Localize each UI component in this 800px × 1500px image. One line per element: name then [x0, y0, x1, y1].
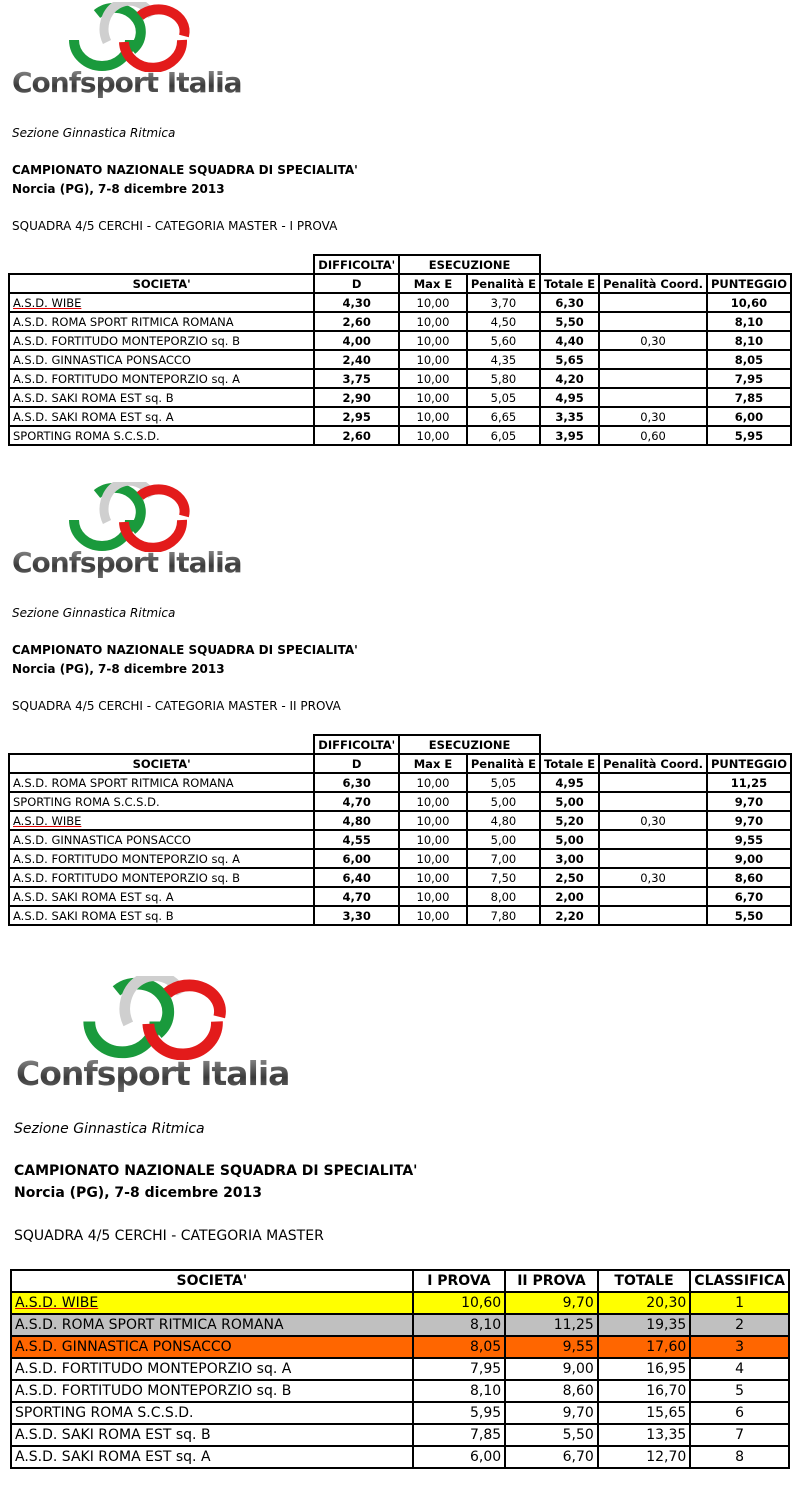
cell-societa: A.S.D. GINNASTICA PONSACCO	[9, 830, 314, 849]
col-header: SOCIETA'	[9, 274, 314, 293]
cell-totale-e: 5,00	[540, 792, 599, 811]
col-header: II PROVA	[505, 1270, 598, 1292]
cell-ii-prova: 9,70	[505, 1292, 598, 1314]
cell-d: 3,30	[314, 906, 399, 925]
cell-penalita-coord	[599, 773, 707, 792]
cell-punteggio: 9,55	[707, 830, 791, 849]
col-header: SOCIETA'	[9, 754, 314, 773]
table-row	[9, 331, 791, 350]
table-row	[11, 1358, 789, 1380]
col-header: I PROVA	[413, 1270, 506, 1292]
cell-societa: A.S.D. FORTITUDO MONTEPORZIO sq. A	[9, 849, 314, 868]
table-row	[9, 407, 791, 426]
cell-max-e: 10,00	[399, 293, 467, 312]
cell-punteggio: 8,10	[707, 312, 791, 331]
col-header: Penalità Coord.	[599, 274, 707, 293]
cell-societa: SPORTING ROMA S.C.S.D.	[9, 426, 314, 445]
cell-classifica: 8	[690, 1446, 789, 1468]
col-header: D	[314, 274, 399, 293]
cell-punteggio: 8,05	[707, 350, 791, 369]
section-name: Sezione Ginnastica Ritmica	[14, 1121, 205, 1137]
cell-totale: 17,60	[598, 1336, 690, 1358]
cell-societa: SPORTING ROMA S.C.S.D.	[9, 792, 314, 811]
cell-penalita-coord	[599, 369, 707, 388]
cell-totale-e: 2,00	[540, 887, 599, 906]
section-ii-prova	[0, 480, 800, 950]
col-header: Penalità E	[467, 274, 540, 293]
cell-ii-prova: 9,70	[505, 1402, 598, 1424]
col-header: Max E	[399, 754, 467, 773]
section-i-prova	[0, 0, 800, 470]
cell-totale-e: 4,95	[540, 773, 599, 792]
cell-d: 4,55	[314, 830, 399, 849]
cell-i-prova: 7,95	[413, 1358, 506, 1380]
cell-totale-e: 2,50	[540, 868, 599, 887]
cell-punteggio: 6,00	[707, 407, 791, 426]
cell-totale: 20,30	[598, 1292, 690, 1314]
cell-societa: A.S.D. WIBE	[11, 1292, 413, 1314]
cell-penalita-e: 3,70	[467, 293, 540, 312]
cell-max-e: 10,00	[399, 407, 467, 426]
table-row	[9, 868, 791, 887]
cell-max-e: 10,00	[399, 350, 467, 369]
cell-penalita-e: 5,00	[467, 830, 540, 849]
table-row	[11, 1292, 789, 1314]
header-row	[9, 274, 791, 293]
cell-penalita-e: 4,35	[467, 350, 540, 369]
cell-penalita-e: 5,05	[467, 388, 540, 407]
cell-d: 2,60	[314, 312, 399, 331]
cell-punteggio: 9,70	[707, 792, 791, 811]
cell-penalita-coord	[599, 388, 707, 407]
rings-logo-icon	[12, 2, 232, 72]
cell-societa: A.S.D. WIBE	[9, 293, 314, 312]
col-header: Penalità E	[467, 754, 540, 773]
cell-i-prova: 8,10	[413, 1314, 506, 1336]
table-row	[9, 312, 791, 331]
table-row	[9, 849, 791, 868]
cell-societa: A.S.D. FORTITUDO MONTEPORZIO sq. B	[9, 868, 314, 887]
cell-societa: A.S.D. WIBE	[9, 811, 314, 830]
cell-totale-e: 5,00	[540, 830, 599, 849]
cell-societa: A.S.D. FORTITUDO MONTEPORZIO sq. A	[11, 1358, 413, 1380]
cell-societa: A.S.D. GINNASTICA PONSACCO	[9, 350, 314, 369]
table-row	[9, 426, 791, 445]
cell-punteggio: 9,70	[707, 811, 791, 830]
cell-penalita-coord	[599, 350, 707, 369]
cell-d: 4,80	[314, 811, 399, 830]
cell-societa: A.S.D. SAKI ROMA EST sq. B	[11, 1424, 413, 1446]
cell-penalita-coord	[599, 312, 707, 331]
cell-ii-prova: 9,00	[505, 1358, 598, 1380]
rows-body	[9, 293, 791, 445]
cell-max-e: 10,00	[399, 388, 467, 407]
table-row	[9, 887, 791, 906]
championship-title: CAMPIONATO NAZIONALE SQUADRA DI SPECIALITA'	[12, 163, 358, 177]
group-header-esecuzione: ESECUZIONE	[399, 735, 540, 754]
results-table-i-prova	[8, 254, 792, 446]
table-row	[9, 293, 791, 312]
cell-totale-e: 3,00	[540, 849, 599, 868]
cell-d: 2,60	[314, 426, 399, 445]
cell-societa: A.S.D. SAKI ROMA EST sq. B	[9, 906, 314, 925]
cell-societa: A.S.D. ROMA SPORT RITMICA ROMANA	[9, 312, 314, 331]
cell-d: 6,00	[314, 849, 399, 868]
cell-max-e: 10,00	[399, 331, 467, 350]
place-date: Norcia (PG), 7-8 dicembre 2013	[12, 182, 225, 196]
cell-punteggio: 6,70	[707, 887, 791, 906]
cell-penalita-e: 4,80	[467, 811, 540, 830]
confsport-logo	[12, 482, 242, 582]
cell-totale: 19,35	[598, 1314, 690, 1336]
cell-d: 4,00	[314, 331, 399, 350]
cell-d: 4,30	[314, 293, 399, 312]
col-header: D	[314, 754, 399, 773]
cell-i-prova: 6,00	[413, 1446, 506, 1468]
section-name: Sezione Ginnastica Ritmica	[12, 606, 176, 620]
cell-societa: A.S.D. SAKI ROMA EST sq. A	[9, 407, 314, 426]
category-subtitle: SQUADRA 4/5 CERCHI - CATEGORIA MASTER	[14, 1228, 324, 1244]
col-header: CLASSIFICA	[690, 1270, 789, 1292]
cell-d: 2,90	[314, 388, 399, 407]
cell-i-prova: 7,85	[413, 1424, 506, 1446]
cell-i-prova: 8,05	[413, 1336, 506, 1358]
cell-totale-e: 4,20	[540, 369, 599, 388]
cell-max-e: 10,00	[399, 887, 467, 906]
cell-punteggio: 7,85	[707, 388, 791, 407]
cell-classifica: 7	[690, 1424, 789, 1446]
final-standings-table	[10, 1269, 790, 1469]
table-row	[9, 369, 791, 388]
cell-penalita-coord: 0,60	[599, 426, 707, 445]
cell-penalita-coord	[599, 293, 707, 312]
cell-d: 2,95	[314, 407, 399, 426]
section-name: Sezione Ginnastica Ritmica	[12, 126, 176, 140]
cell-max-e: 10,00	[399, 312, 467, 331]
cell-punteggio: 8,10	[707, 331, 791, 350]
rings-logo-icon	[12, 482, 232, 552]
cell-penalita-coord: 0,30	[599, 811, 707, 830]
cell-max-e: 10,00	[399, 792, 467, 811]
group-header-difficolta: DIFFICOLTA'	[314, 735, 399, 754]
cell-societa: A.S.D. ROMA SPORT RITMICA ROMANA	[11, 1314, 413, 1336]
cell-classifica: 5	[690, 1380, 789, 1402]
cell-ii-prova: 5,50	[505, 1424, 598, 1446]
cell-totale: 16,70	[598, 1380, 690, 1402]
cell-ii-prova: 6,70	[505, 1446, 598, 1468]
cell-punteggio: 9,00	[707, 849, 791, 868]
confsport-logo	[12, 2, 242, 102]
cell-classifica: 4	[690, 1358, 789, 1380]
cell-societa: A.S.D. FORTITUDO MONTEPORZIO sq. B	[9, 331, 314, 350]
col-header: PUNTEGGIO	[707, 274, 791, 293]
cell-i-prova: 8,10	[413, 1380, 506, 1402]
cell-punteggio: 5,95	[707, 426, 791, 445]
logo-text: Confsport Italia	[16, 1054, 290, 1093]
cell-penalita-e: 4,50	[467, 312, 540, 331]
col-header: Totale E	[540, 754, 599, 773]
header-row	[11, 1270, 789, 1292]
col-header: Penalità Coord.	[599, 754, 707, 773]
cell-ii-prova: 9,55	[505, 1336, 598, 1358]
cell-penalita-coord	[599, 887, 707, 906]
cell-societa: A.S.D. ROMA SPORT RITMICA ROMANA	[9, 773, 314, 792]
col-header: TOTALE	[598, 1270, 690, 1292]
cell-punteggio: 8,60	[707, 868, 791, 887]
cell-totale-e: 6,30	[540, 293, 599, 312]
category-subtitle: SQUADRA 4/5 CERCHI - CATEGORIA MASTER - II PROVA	[12, 699, 341, 713]
table-row	[9, 388, 791, 407]
cell-societa: A.S.D. FORTITUDO MONTEPORZIO sq. A	[9, 369, 314, 388]
cell-max-e: 10,00	[399, 906, 467, 925]
col-header: Totale E	[540, 274, 599, 293]
place-date: Norcia (PG), 7-8 dicembre 2013	[12, 662, 225, 676]
cell-d: 3,75	[314, 369, 399, 388]
cell-classifica: 2	[690, 1314, 789, 1336]
cell-penalita-e: 7,50	[467, 868, 540, 887]
rows-body	[11, 1292, 789, 1468]
cell-classifica: 1	[690, 1292, 789, 1314]
cell-max-e: 10,00	[399, 868, 467, 887]
table-row	[11, 1446, 789, 1468]
confsport-logo	[16, 976, 290, 1096]
cell-societa: A.S.D. GINNASTICA PONSACCO	[11, 1336, 413, 1358]
place-date: Norcia (PG), 7-8 dicembre 2013	[14, 1185, 263, 1201]
cell-totale-e: 3,35	[540, 407, 599, 426]
cell-max-e: 10,00	[399, 773, 467, 792]
table-row	[9, 792, 791, 811]
cell-penalita-coord	[599, 792, 707, 811]
cell-totale-e: 4,95	[540, 388, 599, 407]
cell-penalita-coord: 0,30	[599, 331, 707, 350]
group-header-esecuzione: ESECUZIONE	[399, 255, 540, 274]
cell-max-e: 10,00	[399, 426, 467, 445]
table-row	[9, 350, 791, 369]
rows-body	[9, 773, 791, 925]
cell-d: 4,70	[314, 792, 399, 811]
cell-i-prova: 10,60	[413, 1292, 506, 1314]
cell-penalita-e: 5,00	[467, 792, 540, 811]
cell-totale-e: 5,20	[540, 811, 599, 830]
cell-penalita-e: 7,80	[467, 906, 540, 925]
cell-totale: 13,35	[598, 1424, 690, 1446]
cell-totale-e: 2,20	[540, 906, 599, 925]
cell-i-prova: 5,95	[413, 1402, 506, 1424]
cell-penalita-e: 5,05	[467, 773, 540, 792]
table-row	[9, 906, 791, 925]
cell-max-e: 10,00	[399, 849, 467, 868]
championship-title: CAMPIONATO NAZIONALE SQUADRA DI SPECIALITA'	[12, 643, 358, 657]
cell-totale: 15,65	[598, 1402, 690, 1424]
cell-penalita-coord: 0,30	[599, 868, 707, 887]
cell-penalita-coord	[599, 849, 707, 868]
cell-penalita-e: 5,80	[467, 369, 540, 388]
cell-ii-prova: 8,60	[505, 1380, 598, 1402]
cell-max-e: 10,00	[399, 811, 467, 830]
cell-penalita-e: 6,05	[467, 426, 540, 445]
cell-punteggio: 7,95	[707, 369, 791, 388]
rings-logo-icon	[16, 976, 276, 1060]
table-row	[11, 1424, 789, 1446]
cell-penalita-coord	[599, 830, 707, 849]
cell-d: 6,40	[314, 868, 399, 887]
cell-d: 2,40	[314, 350, 399, 369]
table-row	[9, 773, 791, 792]
cell-max-e: 10,00	[399, 369, 467, 388]
cell-societa: SPORTING ROMA S.C.S.D.	[11, 1402, 413, 1424]
col-header: SOCIETA'	[11, 1270, 413, 1292]
cell-totale-e: 5,65	[540, 350, 599, 369]
table-row	[9, 830, 791, 849]
cell-d: 4,70	[314, 887, 399, 906]
cell-penalita-e: 5,60	[467, 331, 540, 350]
cell-penalita-e: 8,00	[467, 887, 540, 906]
cell-totale-e: 3,95	[540, 426, 599, 445]
table-row	[11, 1336, 789, 1358]
cell-societa: A.S.D. FORTITUDO MONTEPORZIO sq. B	[11, 1380, 413, 1402]
cell-penalita-e: 6,65	[467, 407, 540, 426]
cell-max-e: 10,00	[399, 830, 467, 849]
section-final-standings	[0, 970, 800, 1500]
cell-punteggio: 5,50	[707, 906, 791, 925]
cell-totale: 12,70	[598, 1446, 690, 1468]
header-row	[9, 754, 791, 773]
cell-punteggio: 10,60	[707, 293, 791, 312]
cell-totale-e: 4,40	[540, 331, 599, 350]
championship-title: CAMPIONATO NAZIONALE SQUADRA DI SPECIALITA'	[14, 1163, 418, 1179]
table-row	[11, 1402, 789, 1424]
cell-penalita-coord	[599, 906, 707, 925]
cell-classifica: 6	[690, 1402, 789, 1424]
cell-totale: 16,95	[598, 1358, 690, 1380]
table-row	[11, 1314, 789, 1336]
group-header-difficolta: DIFFICOLTA'	[314, 255, 399, 274]
logo-text: Confsport Italia	[12, 66, 242, 99]
cell-ii-prova: 11,25	[505, 1314, 598, 1336]
cell-totale-e: 5,50	[540, 312, 599, 331]
table-row	[11, 1380, 789, 1402]
col-header: Max E	[399, 274, 467, 293]
table-row	[9, 811, 791, 830]
logo-text: Confsport Italia	[12, 546, 242, 579]
cell-classifica: 3	[690, 1336, 789, 1358]
cell-societa: A.S.D. SAKI ROMA EST sq. B	[9, 388, 314, 407]
cell-penalita-coord: 0,30	[599, 407, 707, 426]
results-table-ii-prova	[8, 734, 792, 926]
col-header: PUNTEGGIO	[707, 754, 791, 773]
cell-punteggio: 11,25	[707, 773, 791, 792]
cell-societa: A.S.D. SAKI ROMA EST sq. A	[9, 887, 314, 906]
cell-d: 6,30	[314, 773, 399, 792]
cell-penalita-e: 7,00	[467, 849, 540, 868]
category-subtitle: SQUADRA 4/5 CERCHI - CATEGORIA MASTER - I PROVA	[12, 219, 338, 233]
cell-societa: A.S.D. SAKI ROMA EST sq. A	[11, 1446, 413, 1468]
